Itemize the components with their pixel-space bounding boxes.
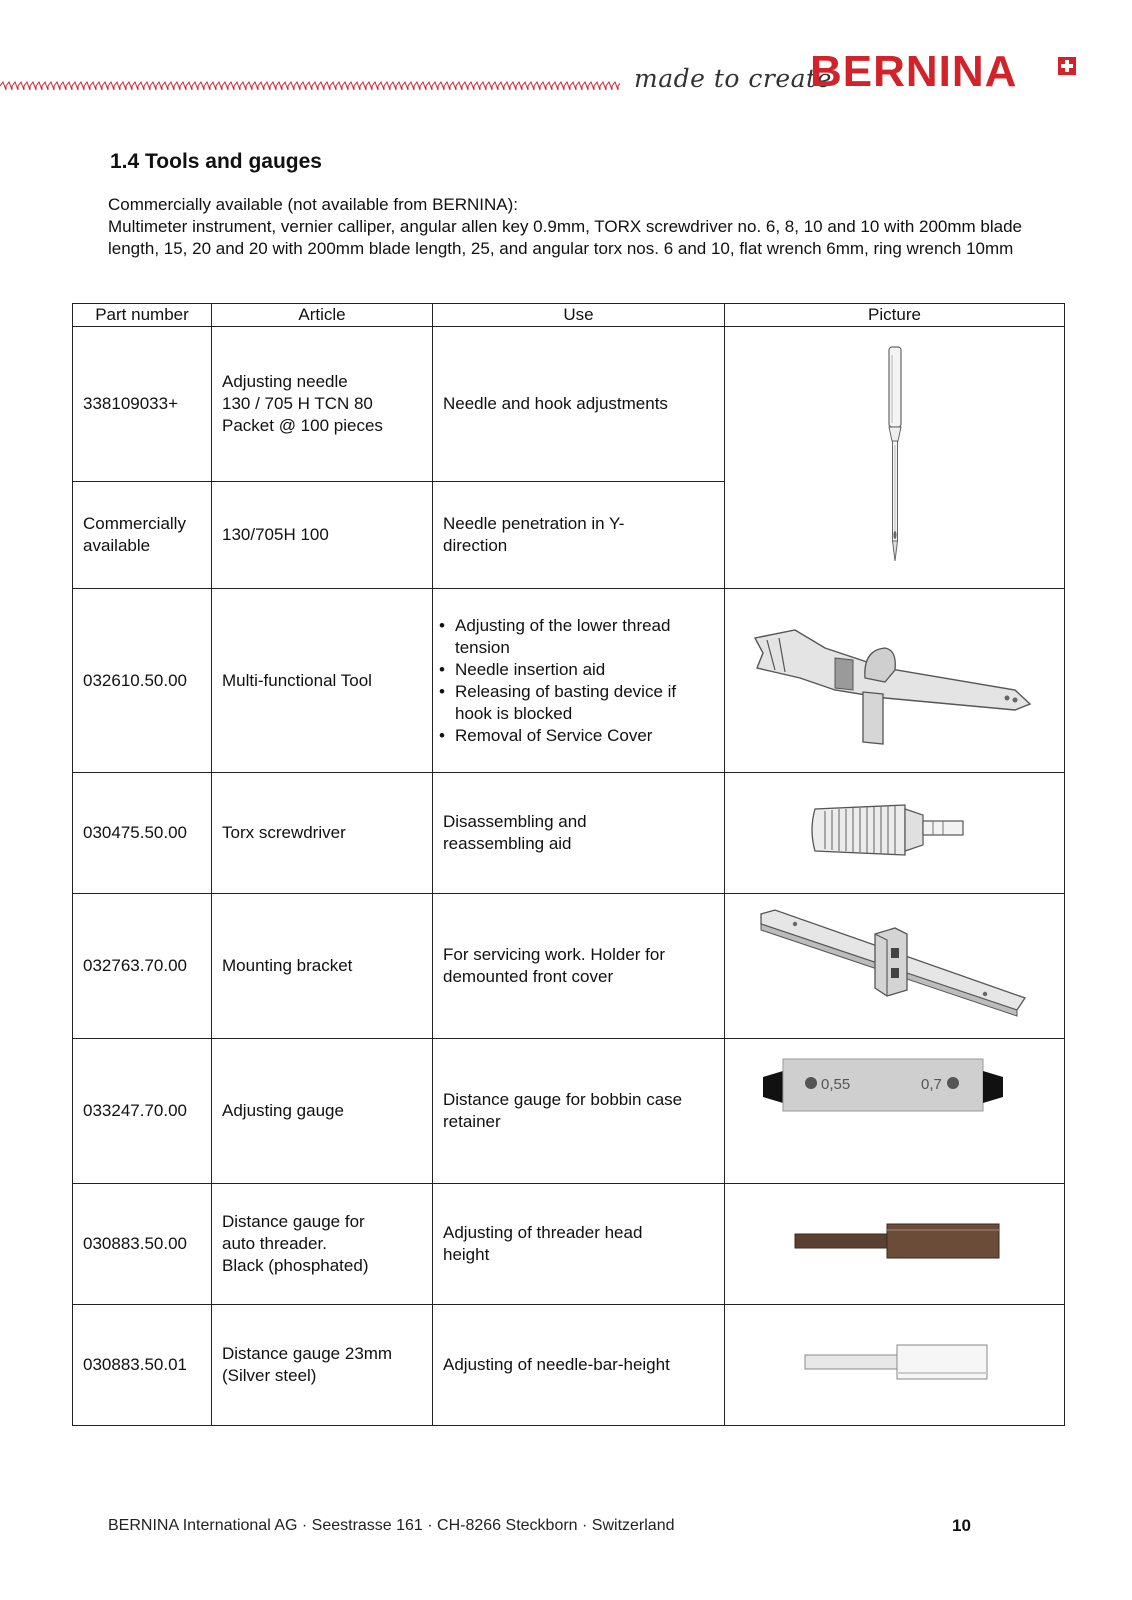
article-cell: Mounting bracket xyxy=(212,894,433,1039)
table-row xyxy=(73,589,1065,773)
part-number-cell: 338109033+ xyxy=(73,327,212,482)
part-number-cell: 030883.50.01 xyxy=(73,1305,212,1426)
swiss-cross-icon xyxy=(1058,57,1076,75)
screwdriver-picture xyxy=(725,773,1065,894)
article-cell: Torx screwdriver xyxy=(212,773,433,894)
article-cell: Distance gauge for auto threader. Black (phosphated) xyxy=(212,1184,433,1305)
page-number: 10 xyxy=(952,1516,971,1535)
black-pin-picture xyxy=(725,1184,1065,1305)
header-part-number: Part number xyxy=(73,304,212,327)
table-row xyxy=(73,327,1065,482)
header-article: Article xyxy=(212,304,433,327)
use-cell xyxy=(433,589,725,773)
intro-line-2: Multimeter instrument, vernier calliper, angular allen key 0.9mm, TORX screwdriver no. 6, 8, 10 and 10 with 200mm blade length, 15, 20 and 20 with 200mm blade length, 25, and angular torx nos. 6 and 10, flat wrench 6mm, ring wrench 10mm xyxy=(108,217,1023,258)
use-cell: Adjusting of needle-bar-height xyxy=(433,1305,725,1426)
screwdriver-icon xyxy=(805,795,985,865)
article-cell: Adjusting needle 130 / 705 H TCN 80 Packet @ 100 pieces xyxy=(212,327,433,482)
use-cell: Distance gauge for bobbin case retainer xyxy=(433,1039,725,1184)
part-number-cell: 030883.50.00 xyxy=(73,1184,212,1305)
article-cell: Distance gauge 23mm (Silver steel) xyxy=(212,1305,433,1426)
table-row xyxy=(73,1305,1065,1426)
silver-pin-picture xyxy=(725,1305,1065,1426)
black-pin-icon xyxy=(785,1216,1005,1266)
use-cell: Needle penetration in Y- direction xyxy=(433,482,725,589)
bracket-icon xyxy=(755,908,1035,1018)
silver-pin-icon xyxy=(795,1337,995,1387)
brand-tagline: made to create xyxy=(634,64,832,93)
article-cell: 130/705H 100 xyxy=(212,482,433,589)
tools-table xyxy=(72,303,1065,1426)
table-row xyxy=(73,773,1065,894)
footer-address: BERNINA International AG · Seestrasse 161 · CH-8266 Steckborn · Switzerland xyxy=(108,1517,675,1534)
part-number-cell: 033247.70.00 xyxy=(73,1039,212,1184)
list-item: • Releasing of basting device if hook is blocked xyxy=(437,681,714,725)
adjusting-gauge-icon xyxy=(745,1053,1045,1163)
gauge-picture xyxy=(725,1039,1065,1184)
gauge-value-right: 0,7 xyxy=(920,1076,942,1093)
table-row xyxy=(73,1039,1065,1184)
use-cell: Needle and hook adjustments xyxy=(433,327,725,482)
intro-text xyxy=(108,194,1038,260)
part-number-cell: 032610.50.00 xyxy=(73,589,212,773)
article-cell: Adjusting gauge xyxy=(212,1039,433,1184)
table-row xyxy=(73,894,1065,1039)
use-cell: Disassembling and reassembling aid xyxy=(433,773,725,894)
brand-logo: BERNINA xyxy=(810,47,1018,96)
needle-icon xyxy=(875,345,915,565)
decorative-zigzag-line xyxy=(0,80,620,92)
part-number-cell: 032763.70.00 xyxy=(73,894,212,1039)
article-cell: Multi-functional Tool xyxy=(212,589,433,773)
list-item: • Needle insertion aid xyxy=(437,659,714,681)
list-item: • Adjusting of the lower thread tension xyxy=(437,615,714,659)
use-list xyxy=(437,615,714,747)
use-cell: Adjusting of threader head height xyxy=(433,1184,725,1305)
part-number-cell: Commercially available xyxy=(73,482,212,589)
multi-tool-icon xyxy=(745,608,1045,748)
table-header-row xyxy=(73,304,1065,327)
header-picture: Picture xyxy=(725,304,1065,327)
intro-line-1: Commercially available (not available from BERNINA): xyxy=(108,195,519,214)
gauge-value-left: 0,55 xyxy=(820,1076,850,1093)
section-title: 1.4 Tools and gauges xyxy=(110,150,322,173)
bracket-picture xyxy=(725,894,1065,1039)
needle-picture xyxy=(725,327,1065,589)
part-number-cell: 030475.50.00 xyxy=(73,773,212,894)
list-item: • Removal of Service Cover xyxy=(437,725,714,747)
multi-tool-picture xyxy=(725,589,1065,773)
header-use: Use xyxy=(433,304,725,327)
use-cell: For servicing work. Holder for demounted front cover xyxy=(433,894,725,1039)
table-row xyxy=(73,1184,1065,1305)
